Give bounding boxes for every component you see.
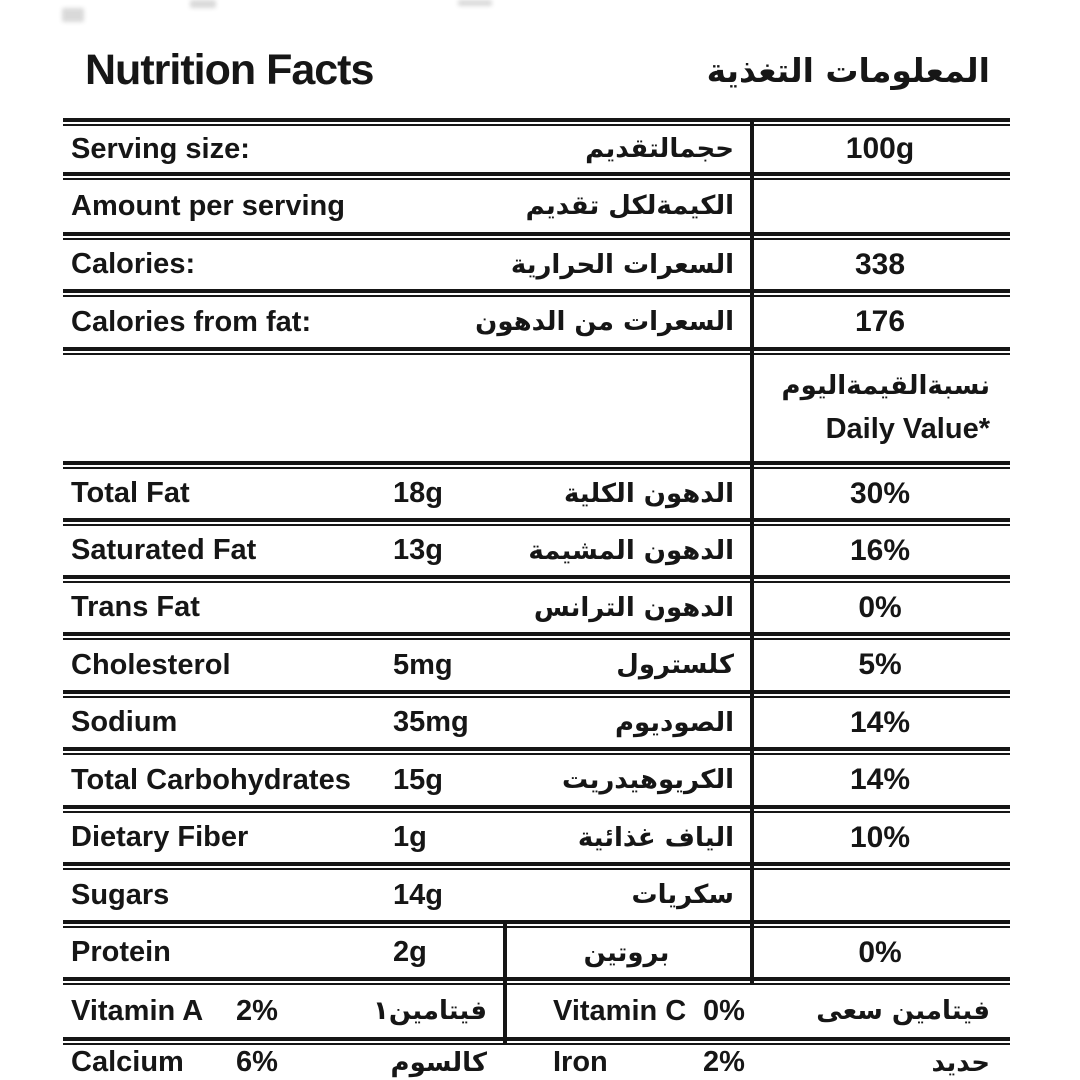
dietary-fiber-label-ar: الياف غذائية <box>577 822 734 853</box>
row-divider <box>63 862 1010 870</box>
cholesterol-amount: 5mg <box>393 648 453 681</box>
cholesterol-label-ar: كلسترول <box>616 650 734 680</box>
trans-fat-label-en: Trans Fat <box>71 591 200 623</box>
serving-size-cell <box>63 133 750 166</box>
row-dietary-fiber <box>63 813 1010 862</box>
daily-value-label-en: Daily Value* <box>825 412 990 445</box>
vitamin-c-cell <box>503 995 1010 1028</box>
nutrition-table <box>63 118 1010 1080</box>
scan-artifact <box>458 0 492 6</box>
row-divider <box>63 690 1010 698</box>
vitamin-a-label-en: Vitamin A <box>71 994 204 1027</box>
trans-fat-dv: 0% <box>858 590 902 624</box>
calories-cell <box>63 248 750 281</box>
sodium-amount: 35mg <box>393 706 469 738</box>
total-carbohydrates-dv: 14% <box>849 763 911 796</box>
scan-artifact <box>62 8 84 22</box>
row-divider <box>63 805 1010 813</box>
row-divider <box>63 172 1010 180</box>
calories-from-fat-value: 176 <box>854 305 906 338</box>
total-carbohydrates-label-en: Total Carbohydrates <box>71 763 351 796</box>
row-divider <box>63 920 1010 928</box>
row-divider <box>63 461 1010 469</box>
vitamin-c-label-en: Vitamin C <box>553 994 687 1027</box>
daily-value-label-ar: نسبةالقيمةاليوم <box>781 370 990 401</box>
iron-cell <box>503 1046 1010 1079</box>
row-divider <box>63 289 1010 297</box>
cholesterol-label-en: Cholesterol <box>71 648 231 681</box>
row-minerals <box>63 1045 1010 1080</box>
row-total-carbohydrates <box>63 755 1010 805</box>
dietary-fiber-label-en: Dietary Fiber <box>71 821 249 853</box>
row-divider <box>63 118 1010 126</box>
page-title: Nutrition Facts <box>85 45 374 94</box>
row-total-fat <box>63 469 1010 518</box>
sugars-amount: 14g <box>393 878 443 911</box>
total-fat-amount: 18g <box>393 477 443 509</box>
row-daily-value-header <box>63 355 1010 461</box>
sodium-label-en: Sodium <box>71 706 178 738</box>
row-vitamins <box>63 985 1010 1037</box>
sugars-label-en: Sugars <box>71 878 170 911</box>
iron-label-en: Iron <box>553 1046 608 1078</box>
iron-percent: 2% <box>703 1046 745 1078</box>
row-sodium <box>63 698 1010 747</box>
row-divider <box>63 747 1010 755</box>
row-trans-fat <box>63 583 1010 632</box>
page-title-arabic: المعلومات التغذية <box>706 50 990 90</box>
label-header <box>0 0 1080 118</box>
calcium-label-ar: كالسوم <box>390 1047 487 1078</box>
total-fat-label-ar: الدهون الكلية <box>563 478 734 509</box>
calories-value: 338 <box>854 247 906 281</box>
iron-label-ar: حديد <box>931 1047 990 1078</box>
row-divider <box>63 518 1010 526</box>
saturated-fat-amount: 13g <box>393 534 443 566</box>
dietary-fiber-amount: 1g <box>393 821 427 853</box>
protein-label-en: Protein <box>71 936 171 968</box>
total-carbohydrates-label-ar: الكريوهيدريت <box>562 765 734 795</box>
saturated-fat-dv: 16% <box>849 533 911 567</box>
protein-dv: 0% <box>858 935 902 969</box>
scan-artifact <box>190 0 216 8</box>
saturated-fat-label-ar: الدهون المشيمة <box>528 535 734 566</box>
serving-size-value: 100g <box>845 132 915 165</box>
calories-from-fat-cell <box>63 306 750 339</box>
dietary-fiber-dv: 10% <box>849 820 911 854</box>
row-protein <box>63 928 1010 977</box>
row-saturated-fat <box>63 526 1010 575</box>
vitamin-a-label-ar: فيتامين١ <box>373 996 487 1026</box>
serving-size-label-en: Serving size: <box>71 132 250 165</box>
row-amount-per-serving <box>63 180 1010 232</box>
total-fat-dv: 30% <box>849 476 911 510</box>
vitamin-c-label-ar: فيتامين سعى <box>816 996 990 1026</box>
amount-per-serving-label-en: Amount per serving <box>71 189 345 222</box>
row-divider <box>63 575 1010 583</box>
sodium-label-ar: الصوديوم <box>614 707 734 738</box>
trans-fat-label-ar: الدهون الترانس <box>533 592 734 623</box>
row-divider <box>63 632 1010 640</box>
row-cholesterol <box>63 640 1010 690</box>
row-divider <box>63 977 1010 985</box>
row-divider <box>63 347 1010 355</box>
calories-label-en: Calories: <box>71 248 196 280</box>
amount-per-serving-label-ar: الكيمةلكل تقديم <box>525 191 734 221</box>
calcium-percent: 6% <box>236 1046 278 1078</box>
row-sugars <box>63 870 1010 920</box>
row-divider <box>63 232 1010 240</box>
protein-label-ar: بروتين <box>583 937 670 968</box>
sodium-dv: 14% <box>849 705 911 739</box>
sugars-label-ar: سكريات <box>631 880 734 910</box>
daily-value-header-cell <box>750 371 1010 446</box>
serving-size-label-ar: حجمالتقديم <box>585 134 734 164</box>
column-divider-sub <box>503 920 507 1045</box>
calcium-label-en: Calcium <box>71 1046 184 1078</box>
calcium-cell <box>63 1046 503 1079</box>
saturated-fat-label-en: Saturated Fat <box>71 534 257 566</box>
cholesterol-dv: 5% <box>858 648 902 681</box>
calories-from-fat-label-en: Calories from fat: <box>71 305 312 338</box>
protein-amount: 2g <box>393 936 427 968</box>
vitamin-a-percent: 2% <box>236 994 278 1027</box>
row-divider <box>63 1037 1010 1045</box>
total-carbohydrates-amount: 15g <box>393 763 443 796</box>
calories-from-fat-label-ar: السعرات من الدهون <box>475 307 734 337</box>
vitamin-c-percent: 0% <box>703 994 745 1027</box>
column-divider-main <box>750 118 754 985</box>
row-serving-size <box>63 126 1010 172</box>
total-fat-label-en: Total Fat <box>71 477 190 509</box>
vitamin-a-cell <box>63 995 503 1028</box>
row-calories <box>63 240 1010 289</box>
row-calories-from-fat <box>63 297 1010 347</box>
calories-label-ar: السعرات الحرارية <box>510 249 734 280</box>
amount-per-serving-cell <box>63 190 750 223</box>
